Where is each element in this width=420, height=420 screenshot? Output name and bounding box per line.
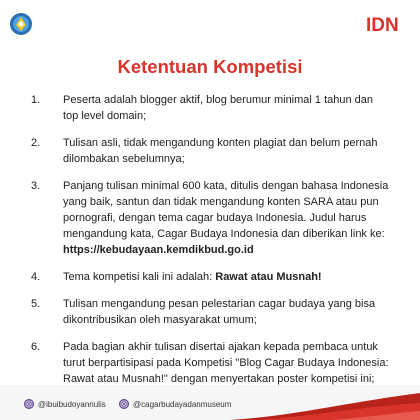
list-item — [31, 269, 389, 285]
rules-list — [31, 92, 389, 398]
instagram-icon — [24, 399, 34, 409]
rule-link[interactable]: https://kebudayaan.kemdikbud.go.id — [63, 244, 254, 256]
footer — [0, 385, 420, 420]
idn-logo — [366, 13, 412, 35]
handle-text: @cagarbudayadanmuseum — [133, 399, 232, 409]
handle-text: @ibuibudoyannulis — [38, 399, 106, 409]
rule-text: Tema kompetisi kali ini adalah: — [63, 271, 216, 283]
list-item — [31, 296, 389, 328]
instagram-icon — [119, 399, 129, 409]
list-item — [31, 178, 389, 258]
rule-number: 6. — [31, 341, 41, 353]
rule-number: 5. — [31, 298, 41, 310]
rule-number: 1. — [31, 94, 41, 106]
rule-text: Peserta adalah blogger aktif, blog berumur minimal 1 tahun dan top level domain; — [63, 94, 374, 122]
rule-text: Pada bagian akhir tulisan disertai ajakan kepada pembaca untuk turut berpartisipasi pada Kompetisi "Blog Cagar Budaya Indonesia: Rawat atau Musnah!" dengan menyertakan poster kompetisi ini; — [63, 341, 389, 385]
social-handle-left[interactable] — [24, 399, 106, 409]
list-item — [31, 339, 389, 387]
rule-number: 3. — [31, 180, 41, 192]
rule-text: Panjang tulisan minimal 600 kata, ditulis dengan bahasa Indonesia yang baik, santun dan tidak mengandung konten SARA atau pun pornografi, dengan tema cagar budaya Indonesia. Judul harus mengandung kata, Cagar Budaya Indonesia dan diberikan link ke: — [63, 180, 389, 240]
list-item — [31, 92, 389, 124]
rule-theme: Rawat atau Musnah! — [215, 271, 322, 283]
rule-number: 4. — [31, 271, 41, 283]
rule-number: 2. — [31, 137, 41, 149]
rule-text: Tulisan mengandung pesan pelestarian cagar budaya yang bisa dikontribusikan oleh masyarakat umum; — [63, 298, 376, 326]
tut-wuri-handayani-emblem-icon — [9, 12, 33, 36]
page-title: Ketentuan Kompetisi — [117, 56, 303, 77]
idn-logo-text: IDN — [366, 15, 399, 35]
social-handle-right[interactable] — [119, 399, 231, 409]
rule-text: Tulisan asli, tidak mengandung konten plagiat dan belum pernah dilombakan sebelumnya; — [63, 137, 378, 165]
list-item — [31, 135, 389, 167]
